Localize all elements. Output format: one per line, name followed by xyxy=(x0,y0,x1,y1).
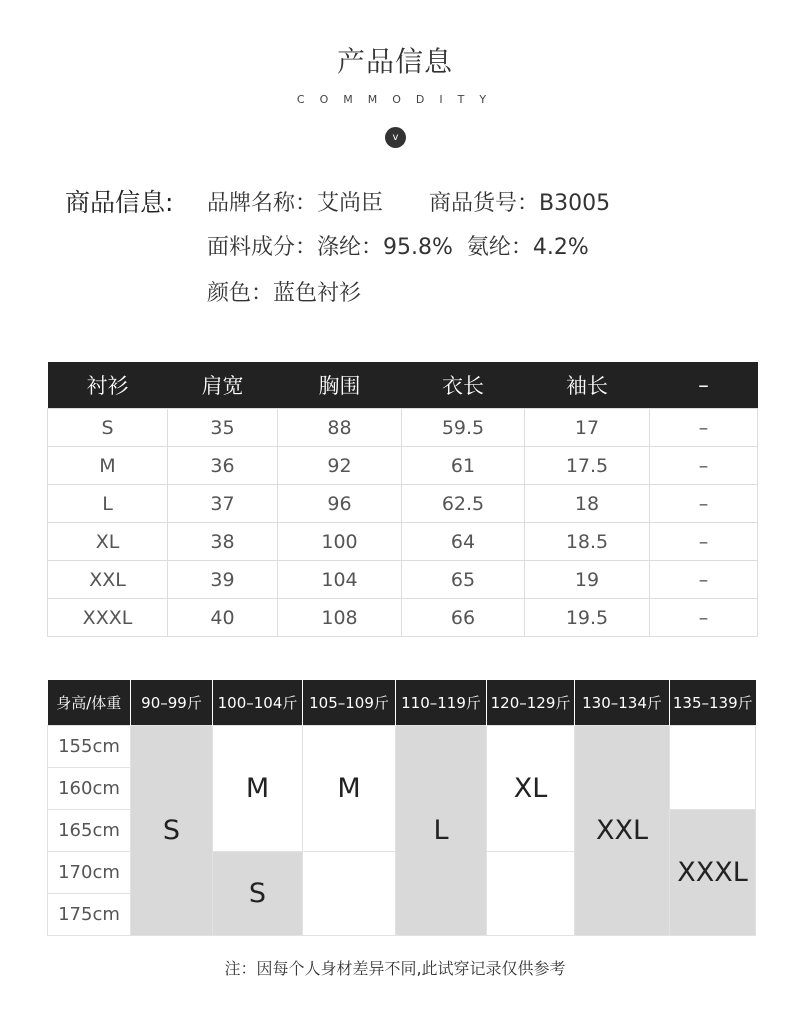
table-row xyxy=(48,447,758,485)
size-cell: L xyxy=(396,726,487,936)
table-cell: L xyxy=(48,485,168,523)
size-cell: XL xyxy=(487,726,575,852)
height-cell: 160cm xyxy=(48,768,131,810)
height-cell: 170cm xyxy=(48,852,131,894)
table-row xyxy=(48,599,758,637)
info-label: 商品信息: xyxy=(65,188,174,217)
header-cell: 衣长 xyxy=(402,362,525,409)
size-cell: XXXL xyxy=(670,810,756,936)
brand-name: 品牌名称：艾尚臣 xyxy=(207,191,384,216)
table-row xyxy=(48,561,758,599)
table-cell: 65 xyxy=(402,561,525,599)
height-cell: 175cm xyxy=(48,894,131,936)
table-row xyxy=(48,523,758,561)
table-cell: 100 xyxy=(278,523,402,561)
header-cell: 90–99斤 xyxy=(131,680,213,726)
empty-cell xyxy=(487,852,575,936)
table-cell: 88 xyxy=(278,409,402,447)
size-cell: S xyxy=(131,726,213,936)
fit-table-header xyxy=(48,680,756,726)
table-cell: 96 xyxy=(278,485,402,523)
header-cell: 120–129斤 xyxy=(487,680,575,726)
height-cell: 155cm xyxy=(48,726,131,768)
table-cell: – xyxy=(650,409,758,447)
table-cell: – xyxy=(650,561,758,599)
table-cell: – xyxy=(650,447,758,485)
header-cell: 胸围 xyxy=(278,362,402,409)
table-cell: 66 xyxy=(402,599,525,637)
header-cell: 肩宽 xyxy=(168,362,278,409)
size-cell: M xyxy=(213,726,303,852)
table-cell: 40 xyxy=(168,599,278,637)
table-cell: 38 xyxy=(168,523,278,561)
size-table xyxy=(47,362,758,637)
header-cell: 身高/体重 xyxy=(48,680,131,726)
table-cell: M xyxy=(48,447,168,485)
table-cell: 92 xyxy=(278,447,402,485)
table-row xyxy=(48,485,758,523)
table-cell: 35 xyxy=(168,409,278,447)
header-cell: 100–104斤 xyxy=(213,680,303,726)
table-cell: – xyxy=(650,485,758,523)
empty-cell xyxy=(670,726,756,810)
table-cell: 36 xyxy=(168,447,278,485)
table-cell: 64 xyxy=(402,523,525,561)
table-cell: XL xyxy=(48,523,168,561)
table-cell: 19 xyxy=(525,561,650,599)
table-cell: 17 xyxy=(525,409,650,447)
size-cell: XXL xyxy=(575,726,670,936)
table-cell: 59.5 xyxy=(402,409,525,447)
header-cell: 袖长 xyxy=(525,362,650,409)
table-row xyxy=(48,409,758,447)
header-cell: 110–119斤 xyxy=(396,680,487,726)
footnote: 注：因每个人身材差异不同,此试穿记录仅供参考 xyxy=(224,959,566,978)
header-cell: – xyxy=(650,362,758,409)
fit-table xyxy=(47,680,756,936)
page-subtitle: COMMODITY xyxy=(296,93,502,106)
page-title: 产品信息 xyxy=(336,45,453,78)
table-cell: 62.5 xyxy=(402,485,525,523)
table-cell: – xyxy=(650,599,758,637)
empty-cell xyxy=(303,852,396,936)
table-cell: 39 xyxy=(168,561,278,599)
info-line-fabric: 面料成分：涤纶：95.8% 氨纶：4.2% xyxy=(207,235,589,260)
table-cell: 17.5 xyxy=(525,447,650,485)
table-cell: 37 xyxy=(168,485,278,523)
info-line-brand xyxy=(207,186,610,217)
table-cell: S xyxy=(48,409,168,447)
chevron-down-icon: v xyxy=(385,127,406,148)
table-row xyxy=(48,726,756,768)
table-cell: XXXL xyxy=(48,599,168,637)
table-cell: – xyxy=(650,523,758,561)
header-cell: 衬衫 xyxy=(48,362,168,409)
table-cell: 61 xyxy=(402,447,525,485)
table-cell: 19.5 xyxy=(525,599,650,637)
size-table-header xyxy=(48,362,758,409)
table-cell: 108 xyxy=(278,599,402,637)
table-cell: 18 xyxy=(525,485,650,523)
table-cell: 18.5 xyxy=(525,523,650,561)
header-cell: 130–134斤 xyxy=(575,680,670,726)
header-cell: 105–109斤 xyxy=(303,680,396,726)
header-cell: 135–139斤 xyxy=(670,680,756,726)
sku-number: 商品货号：B3005 xyxy=(429,191,611,216)
table-cell: 104 xyxy=(278,561,402,599)
height-cell: 165cm xyxy=(48,810,131,852)
size-cell: S xyxy=(213,852,303,936)
info-line-color: 颜色：蓝色衬衫 xyxy=(207,281,362,306)
size-cell: M xyxy=(303,726,396,852)
table-cell: XXL xyxy=(48,561,168,599)
